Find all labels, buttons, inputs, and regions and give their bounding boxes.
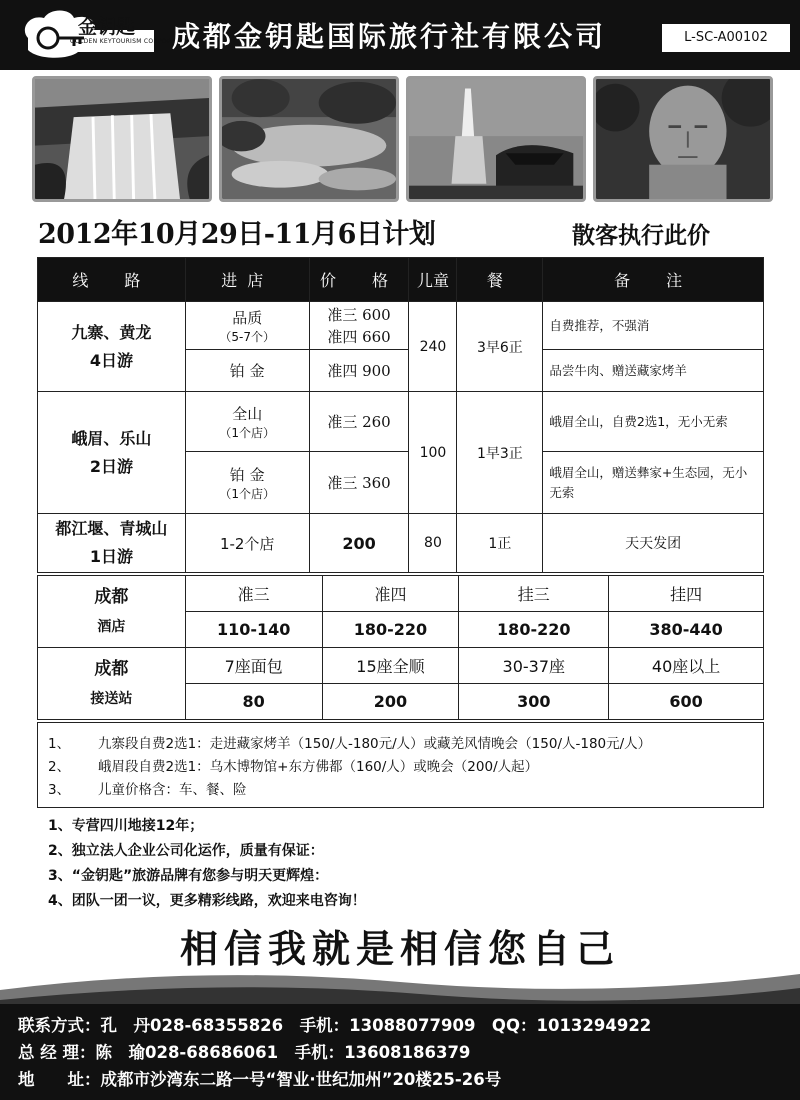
pools-photo bbox=[219, 76, 399, 202]
price-value: 200 bbox=[309, 514, 409, 573]
store-name: 品质 bbox=[232, 308, 263, 327]
note-cell: 品尝牛肉、赠送藏家烤羊 bbox=[543, 350, 764, 392]
note-text: 峨眉段自费2选1：乌木博物馆+东方佛都（160/人）或晚会（200/人起） bbox=[98, 759, 539, 775]
meal-cell: 3早6正 bbox=[457, 302, 543, 392]
transfer-label bbox=[38, 648, 186, 720]
store-name: 1-2个店 bbox=[185, 514, 309, 573]
child-price: 80 bbox=[409, 514, 457, 573]
vehicle-type: 7座面包 bbox=[185, 648, 322, 684]
note-item bbox=[48, 779, 753, 802]
route-table bbox=[37, 257, 764, 573]
route-days: 2日游 bbox=[89, 456, 133, 476]
transfer-label-city: 成都 bbox=[94, 658, 129, 679]
table-row bbox=[38, 392, 764, 452]
table-row bbox=[38, 514, 764, 573]
point-item: 4、团队一团一议，更多精彩线路，欢迎来电咨询！ bbox=[48, 893, 366, 909]
address-line: 地 址：成都市沙湾东二路一号“智业·世纪加州”20楼25-26号 bbox=[18, 1070, 502, 1089]
price-value: 准四 660 bbox=[327, 327, 391, 346]
hotel-price: 180-220 bbox=[459, 612, 609, 648]
hotel-price: 380-440 bbox=[609, 612, 764, 648]
route-cell bbox=[38, 302, 186, 392]
vehicle-type: 15座全顺 bbox=[322, 648, 459, 684]
route-cell bbox=[38, 514, 186, 573]
note-number: 1、 bbox=[48, 736, 71, 752]
hotel-transfer-table bbox=[37, 575, 764, 720]
child-price: 240 bbox=[409, 302, 457, 392]
temple-photo bbox=[406, 76, 586, 202]
note-text: 九寨段自费2选1：走进藏家烤羊（150/人-180元/人）或藏羌风情晚会（150/人-180元/人） bbox=[98, 736, 652, 752]
manager-line: 总 经 理：陈 瑜028-68686061 手机：13608186379 bbox=[18, 1043, 471, 1062]
store-count: （1个店） bbox=[219, 425, 276, 440]
store-cell bbox=[185, 392, 309, 452]
header-child: 儿童 bbox=[409, 258, 457, 302]
point-item: 2、独立法人企业公司化运作，质量有保证： bbox=[48, 843, 324, 859]
wave-divider bbox=[0, 960, 800, 1010]
logo-text: 金钥匙 bbox=[78, 16, 136, 38]
store-cell bbox=[185, 452, 309, 514]
note-cell: 峨眉全山，赠送彝家+生态园，无小无索 bbox=[543, 452, 764, 514]
note-number: 2、 bbox=[48, 759, 71, 775]
hotel-type: 挂三 bbox=[459, 576, 609, 612]
hotel-price: 180-220 bbox=[322, 612, 459, 648]
hotel-type-row bbox=[38, 576, 764, 612]
transfer-price: 80 bbox=[185, 684, 322, 720]
header-route: 线 路 bbox=[38, 258, 186, 302]
store-cell bbox=[185, 302, 309, 350]
table-row bbox=[38, 302, 764, 350]
header-note: 备 注 bbox=[543, 258, 764, 302]
vehicle-type: 40座以上 bbox=[609, 648, 764, 684]
transfer-price: 600 bbox=[609, 684, 764, 720]
header-store: 进店 bbox=[185, 258, 309, 302]
company-name: 成都金钥匙国际旅行社有限公司 bbox=[172, 20, 607, 53]
hotel-label-city: 成都 bbox=[94, 586, 129, 607]
meal-cell: 1正 bbox=[457, 514, 543, 573]
store-count: （5-7个） bbox=[219, 329, 275, 344]
note-item bbox=[48, 733, 753, 756]
hotel-type: 挂四 bbox=[609, 576, 764, 612]
price-cell bbox=[309, 302, 409, 350]
hotel-type: 准三 bbox=[185, 576, 322, 612]
hotel-label-type: 酒店 bbox=[97, 618, 126, 635]
store-name: 铂 金 bbox=[185, 350, 309, 392]
selling-points bbox=[48, 814, 366, 914]
hotel-type: 准四 bbox=[322, 576, 459, 612]
price-value: 准三 260 bbox=[309, 392, 409, 452]
slogan: 相信我就是相信您自己 bbox=[179, 926, 620, 971]
waterfall-photo bbox=[32, 76, 212, 202]
contact-line: 联系方式：孔 丹028-68355826 手机：13088077909 QQ：1013294922 bbox=[18, 1016, 652, 1035]
route-cell bbox=[38, 392, 186, 514]
meal-cell: 1早3正 bbox=[457, 392, 543, 514]
hotel-label bbox=[38, 576, 186, 648]
route-days: 4日游 bbox=[89, 350, 133, 370]
header-bar bbox=[0, 0, 800, 70]
point-item: 3、“金钥匙”旅游品牌有您参与明天更辉煌： bbox=[48, 868, 329, 884]
route-days: 1日游 bbox=[89, 547, 133, 566]
transfer-price: 200 bbox=[322, 684, 459, 720]
price-value: 准三 600 bbox=[327, 305, 391, 324]
hotel-price: 110-140 bbox=[185, 612, 322, 648]
notes-box bbox=[37, 722, 764, 808]
note-cell: 自费推荐，不强消 bbox=[543, 302, 764, 350]
store-name: 全山 bbox=[232, 404, 263, 423]
note-text: 儿童价格含：车、餐、险 bbox=[98, 782, 247, 798]
point-item: 1、专营四川地接12年； bbox=[48, 818, 204, 834]
price-value: 准四 900 bbox=[309, 350, 409, 392]
route-name: 九寨、黄龙 bbox=[71, 322, 152, 342]
header-meal: 餐 bbox=[457, 258, 543, 302]
note-cell: 天天发团 bbox=[543, 514, 764, 573]
transfer-type-row bbox=[38, 648, 764, 684]
note-number: 3、 bbox=[48, 782, 71, 798]
contact-footer bbox=[0, 1004, 800, 1100]
route-name: 都江堰、青城山 bbox=[55, 519, 168, 538]
store-count: （1个店） bbox=[219, 486, 276, 501]
transfer-label-type: 接送站 bbox=[90, 690, 133, 707]
buddha-photo bbox=[593, 76, 773, 202]
transfer-price: 300 bbox=[459, 684, 609, 720]
store-name: 铂 金 bbox=[229, 465, 265, 484]
photo-strip bbox=[32, 76, 772, 202]
page-title: 2012年10月29日-11月6日计划 bbox=[38, 219, 436, 250]
price-value: 准三 360 bbox=[309, 452, 409, 514]
note-item bbox=[48, 756, 753, 779]
table-header-row bbox=[38, 258, 764, 302]
license-number: L-SC-A00102 bbox=[662, 24, 790, 52]
vehicle-type: 30-37座 bbox=[459, 648, 609, 684]
logo-subtext: GOLDEN KEYTOURISM CORPORATION bbox=[70, 38, 191, 45]
note-cell: 峨眉全山，自费2选1，无小无索 bbox=[543, 392, 764, 452]
child-price: 100 bbox=[409, 392, 457, 514]
route-name: 峨眉、乐山 bbox=[71, 428, 152, 448]
page-subtitle: 散客执行此价 bbox=[572, 223, 710, 249]
header-price: 价 格 bbox=[309, 258, 409, 302]
